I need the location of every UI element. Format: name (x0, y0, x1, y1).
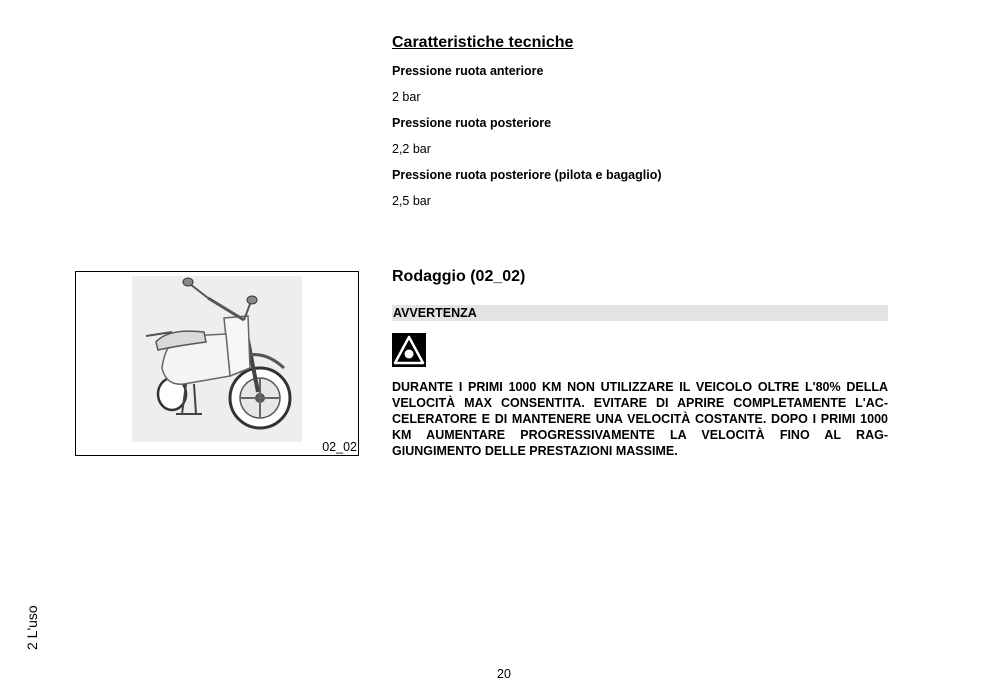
chapter-side-label: 2 L'uso (24, 605, 40, 650)
scooter-illustration (132, 276, 302, 442)
rear-loaded-pressure-value: 2,5 bar (392, 194, 431, 208)
page-number: 20 (497, 667, 511, 681)
front-pressure-value: 2 bar (392, 90, 421, 104)
front-pressure-label: Pressione ruota anteriore (392, 64, 544, 78)
warning-text: DURANTE I PRIMI 1000 KM NON UTILIZZARE IL VEICOLO OLTRE L'80% DELLA VELOCITÀ MAX CONSENTITA. EVITARE DI APRIRE COMPLETAMENTE L'AC-CELERATORE E DI MANTENERE UNA VELOCITÀ COSTANTE. DOPO I PRIMI 1000 KM AUMENTARE PROGRESSIVAMENTE LA VELOCITÀ FINO AL RAG-GIUNGIMENTO DELLE PRESTAZIONI MASSIME. (392, 380, 888, 458)
rear-loaded-pressure-label: Pressione ruota posteriore (pilota e bagaglio) (392, 168, 662, 182)
scooter-figure (75, 271, 359, 456)
warning-triangle-icon (392, 333, 426, 367)
figure-label: 02_02 (322, 440, 357, 454)
specs-title: Caratteristiche tecniche (392, 34, 574, 51)
rodaggio-title: Rodaggio (02_02) (392, 268, 526, 285)
warning-heading: AVVERTENZA (392, 305, 888, 321)
rear-pressure-label: Pressione ruota posteriore (392, 116, 552, 130)
rear-pressure-value: 2,2 bar (392, 142, 431, 156)
